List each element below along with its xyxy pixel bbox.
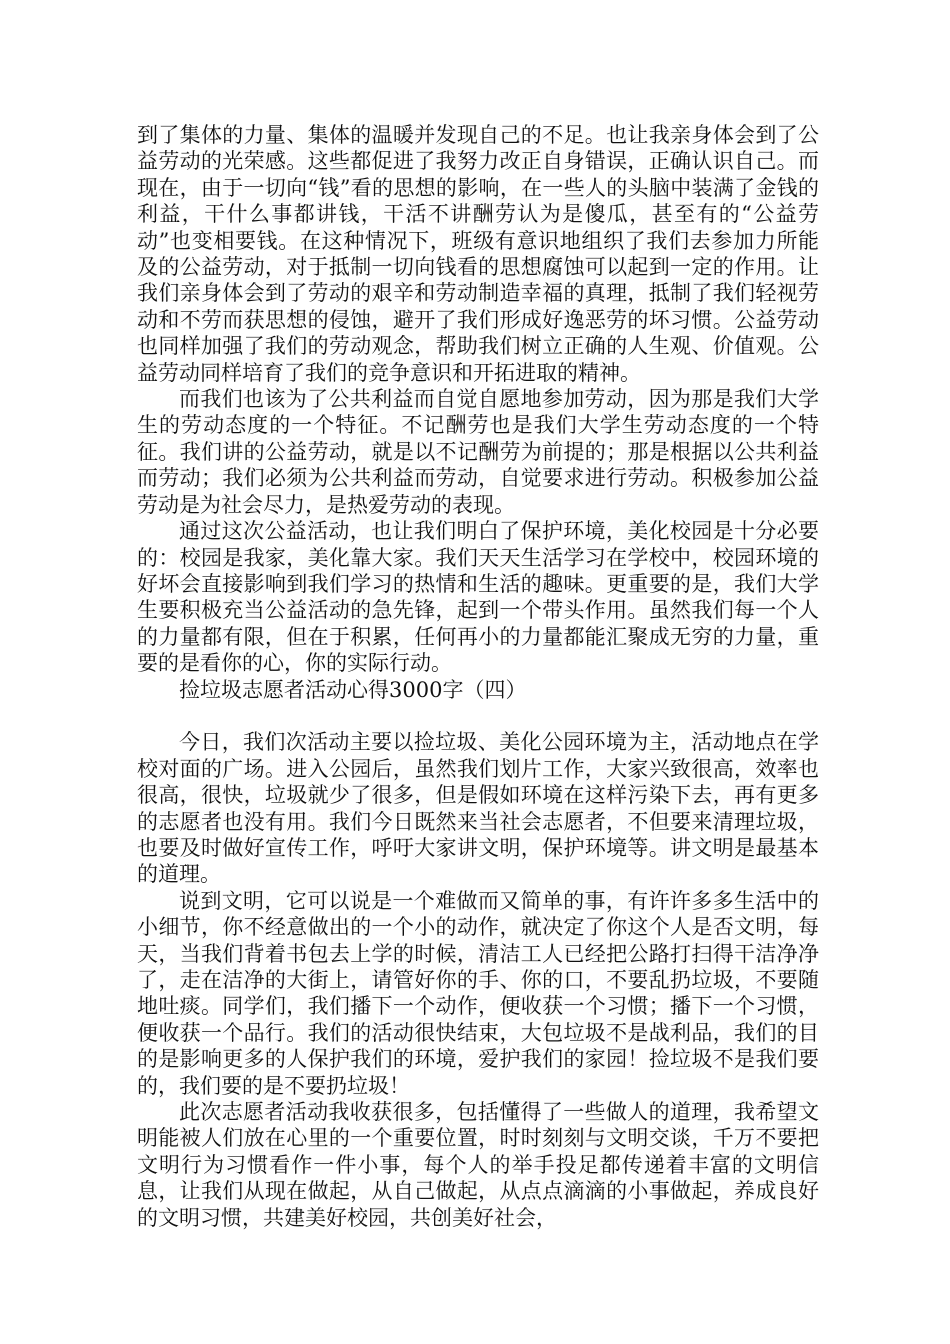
paragraph-continuation: 到了集体的力量、集体的温暖并发现自己的不足。也让我亲身体会到了公益劳动的光荣感。这些都促进了我努力改正自身错误，正确认识自己。而现在，由于一切向“钱”看的思想的影响，在一些人的头脑中装满了金钱的利益，干什么事都讲钱，干活不讲酬劳认为是傻瓜，甚至有的“公益劳动”也变相要钱。在这种情况下，班级有意识地组织了我们去参加力所能及的公益劳动，对于抵制一切向钱看的思想腐蚀可以起到一定的作用。让我们亲身体会到了劳动的艰辛和劳动制造幸福的真理，抵制了我们轻视劳动和不劳而获思想的侵蚀，避开了我们形成好逸恶劳的坏习惯。公益劳动也同样加强了我们的劳动观念，帮助我们树立正确的人生观、价值观。公益劳动同样培育了我们的竞争意识和开拓进取的精神。	[137, 123, 819, 385]
paragraph-harvest: 此次志愿者活动我收获很多，包括懂得了一些做人的道理，我希望文明能被人们放在心里的一个重要位置，时时刻刻与文明交谈，千万不要把文明行为习惯看作一件小事，每个人的举手投足都传递着丰富的文明信息，让我们从现在做起，从自己做起，从点点滴滴的小事做起，养成良好的文明习惯，共建美好校园，共创美好社会，	[137, 1100, 819, 1230]
paragraph-campus-environment: 通过这次公益活动，也让我们明白了保护环境，美化校园是十分必要的：校园是我家，美化靠大家。我们天天生活学习在学校中，校园环境的好坏会直接影响到我们学习的热情和生活的趣味。更重要的是，我们大学生要积极充当公益活动的急先锋，起到一个带头作用。虽然我们每一个人的力量都有限，但在于积累，任何再小的力量都能汇聚成无穷的力量，重要的是看你的心，你的实际行动。	[137, 519, 819, 676]
paragraph-activity-today: 今日，我们次活动主要以捡垃圾、美化公园环境为主，活动地点在学校对面的广场。进入公园后，虽然我们划片工作，大家兴致很高，效率也很高，很快，垃圾就少了很多，但是假如环境在这样污染下去，再有更多的志愿者也没有用。我们今日既然来当社会志愿者，不但要来清理垃圾，也要及时做好宣传工作，呼吁大家讲文明，保护环境等。讲文明是最基本的道理。	[137, 730, 819, 887]
document-body	[137, 122, 819, 1231]
paragraph-civility: 说到文明，它可以说是一个难做而又简单的事，有许许多多生活中的小细节，你不经意做出的一个小的动作，就决定了你这个人是否文明，每天，当我们背着书包去上学的时候，清洁工人已经把公路打扫得干洁净净了，走在洁净的大街上，请管好你的手、你的口，不要乱扔垃圾，不要随地吐痰。同学们，我们播下一个动作，便收获一个习惯；播下一个习惯，便收获一个品行。我们的活动很快结束，大包垃圾不是战利品，我们的目的是影响更多的人保护我们的环境，爱护我们的家园！捡垃圾不是我们要的，我们要的是不要扔垃圾！	[137, 888, 819, 1098]
paragraph-labor-attitude: 而我们也该为了公共利益而自觉自愿地参加劳动，因为那是我们大学生的劳动态度的一个特征。不记酬劳也是我们大学生劳动态度的一个特征。我们讲的公益劳动，就是以不记酬劳为前提的；那是根据以公共利益而劳动；我们必须为公共利益而劳动，自觉要求进行劳动。积极参加公益劳动是为社会尽力，是热爱劳动的表现。	[137, 387, 819, 517]
section-heading: 捡垃圾志愿者活动心得3000字（四）	[179, 677, 527, 702]
blank-line	[137, 703, 819, 729]
